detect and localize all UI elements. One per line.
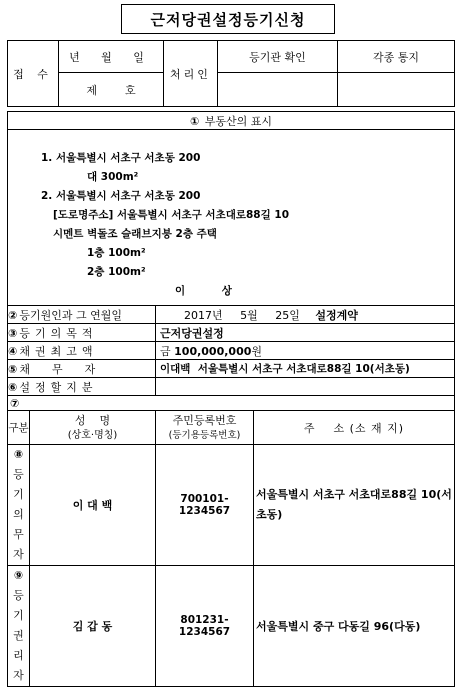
cause-label-cell bbox=[8, 306, 156, 324]
cause-month-suffix: 월 bbox=[247, 308, 258, 322]
notification-label: 각종 통지 bbox=[338, 41, 455, 73]
col-id-sub: (등기용등록번호) bbox=[168, 429, 241, 441]
debtor-value: 이대백 서울특별시 서초구 서초대로88길 10(서초동) bbox=[156, 360, 455, 378]
cause-value-cell bbox=[156, 306, 455, 324]
property-header bbox=[8, 112, 455, 130]
holder-label-char: 권 bbox=[13, 629, 24, 642]
cause-num: ② bbox=[8, 308, 18, 322]
processor-label: 처리인 bbox=[164, 41, 218, 107]
property-line: 1층 100m² bbox=[87, 247, 146, 259]
max-amount-prefix: 금 bbox=[160, 344, 171, 358]
purpose-label-cell bbox=[8, 324, 156, 342]
col-name-header bbox=[30, 411, 156, 445]
target-num: ⑥ bbox=[8, 380, 18, 394]
document-title: 근저당권설정등기신청 bbox=[121, 4, 335, 34]
cause-day-suffix: 일 bbox=[289, 308, 300, 322]
notification-cell bbox=[338, 73, 455, 107]
obligor-label-char: 기 bbox=[13, 488, 24, 501]
property-header-num: ① bbox=[189, 114, 200, 128]
max-amount-label-cell bbox=[8, 342, 156, 360]
target-label: 설정할지분 bbox=[19, 380, 98, 394]
purpose-value: 근저당권설정 bbox=[156, 324, 455, 342]
row-7 bbox=[8, 396, 455, 411]
obligor-label-char: 등 bbox=[13, 468, 24, 481]
obligor-label-char: 자 bbox=[13, 548, 24, 561]
property-line: 1. 서울특별시 서초구 서초동 200 bbox=[41, 152, 201, 164]
debtor-label-cell bbox=[8, 360, 156, 378]
purpose-num: ③ bbox=[8, 326, 18, 340]
date-label: 년 월 일 bbox=[59, 41, 164, 73]
target-value bbox=[156, 378, 455, 396]
col-type-header: 구분 bbox=[8, 411, 30, 445]
row-7-num: ⑦ bbox=[10, 396, 20, 410]
registry-confirm-cell bbox=[218, 73, 338, 107]
property-line: [도로명주소] 서울특별시 서초구 서초대로88길 10 bbox=[53, 209, 290, 221]
max-amount-cell bbox=[156, 342, 455, 360]
holder-type-cell bbox=[8, 566, 30, 687]
col-name-title: 성 명 bbox=[74, 413, 111, 427]
reception-table bbox=[7, 40, 455, 107]
holder-label-char: 등 bbox=[13, 589, 24, 602]
holder-label-char: 자 bbox=[13, 669, 24, 682]
purpose-label: 등기의목적 bbox=[19, 326, 98, 340]
debtor-num: ⑤ bbox=[8, 362, 18, 376]
cause-year: 2017 bbox=[184, 308, 212, 322]
holder-label-char: 기 bbox=[13, 609, 24, 622]
max-amount-num: ④ bbox=[8, 344, 18, 358]
obligor-label-char: 의 bbox=[13, 508, 24, 521]
reception-label: 접 수 bbox=[8, 41, 59, 107]
col-id-header bbox=[156, 411, 254, 445]
property-header-label: 부동산의 표시 bbox=[204, 114, 273, 128]
cause-label: 등기원인과 그 연월일 bbox=[19, 308, 122, 322]
application-table bbox=[7, 111, 455, 687]
holder-id: 801231-1234567 bbox=[156, 566, 254, 687]
property-line: 2. 서울특별시 서초구 서초동 200 bbox=[41, 190, 201, 202]
obligor-label-char: 무 bbox=[13, 528, 24, 541]
holder-address: 서울특별시 중구 다동길 96(다동) bbox=[254, 566, 455, 687]
col-addr-header: 주 소 (소 재 지) bbox=[254, 411, 455, 445]
property-description bbox=[8, 130, 455, 306]
obligor-name: 이 대 백 bbox=[30, 445, 156, 566]
debtor-label: 채 무 자 bbox=[19, 362, 101, 376]
cause-day: 25 bbox=[275, 308, 290, 322]
number-label: 제 호 bbox=[59, 73, 164, 107]
holder-num: ⑨ bbox=[13, 569, 24, 582]
target-label-cell bbox=[8, 378, 156, 396]
registry-confirm-label: 등기관 확인 bbox=[218, 41, 338, 73]
cause-value: 설정계약 bbox=[315, 308, 358, 322]
property-footer: 이 상 bbox=[175, 285, 232, 297]
holder-label-char: 리 bbox=[13, 649, 24, 662]
obligor-address: 서울특별시 서초구 서초대로88길 10(서초동) bbox=[254, 445, 455, 566]
property-line: 시멘트 벽돌조 슬래브지붕 2층 주택 bbox=[53, 228, 217, 240]
max-amount-value: 100,000,000 bbox=[174, 344, 252, 358]
property-line: 2층 100m² bbox=[87, 266, 146, 278]
cause-year-suffix: 년 bbox=[212, 308, 223, 322]
obligor-num: ⑧ bbox=[13, 448, 24, 461]
cause-month: 5 bbox=[240, 308, 248, 322]
holder-name: 김 갑 동 bbox=[30, 566, 156, 687]
obligor-id: 700101-1234567 bbox=[156, 445, 254, 566]
obligor-type-cell bbox=[8, 445, 30, 566]
col-id-title: 주민등록번호 bbox=[172, 413, 237, 427]
max-amount-label: 채권최고액 bbox=[19, 344, 98, 358]
property-line: 대 300m² bbox=[87, 171, 139, 183]
col-name-sub: (상호·명칭) bbox=[67, 429, 118, 441]
max-amount-suffix: 원 bbox=[251, 344, 263, 358]
